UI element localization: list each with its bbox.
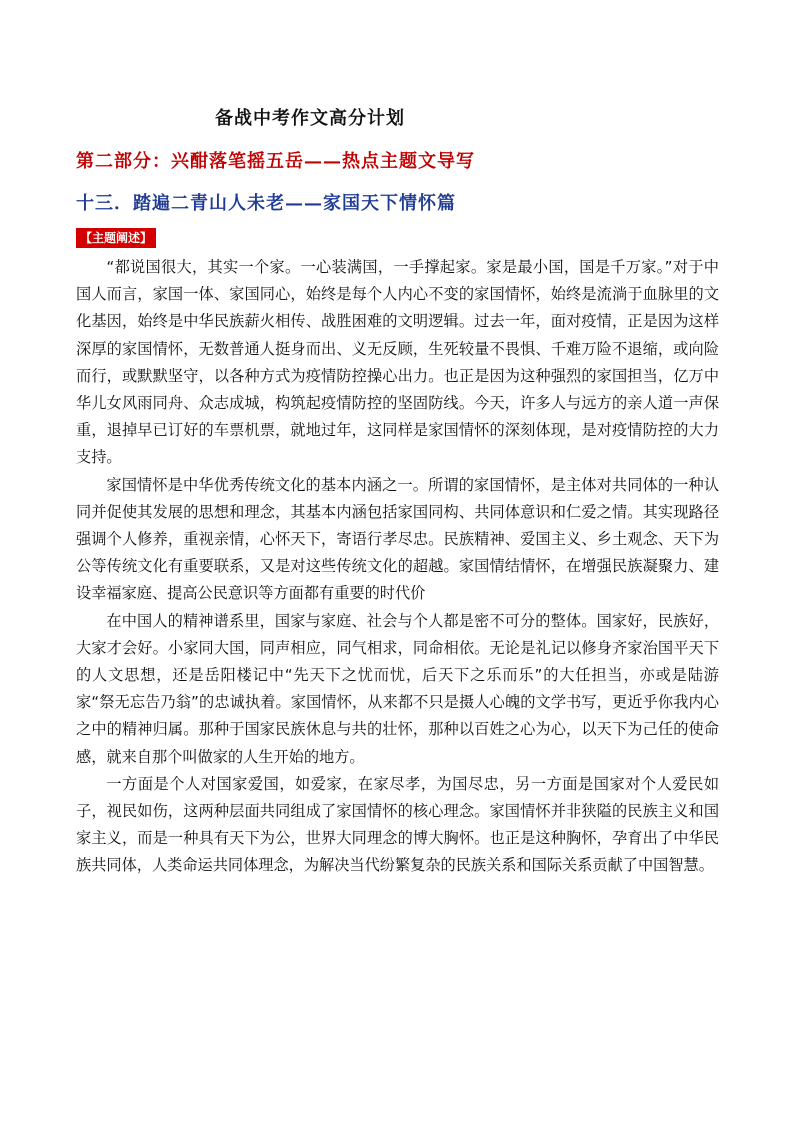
part-heading: 第二部分：兴酣落笔摇五岳——热点主题文导写 <box>76 151 475 172</box>
document-title: 备战中考作文高分计划 <box>215 108 405 129</box>
paragraph-4: 一方面是个人对国家爱国，如爱家，在家尽孝，为国尽忠，另一方面是国家对个人爱民如子，视民如伤，这两种层面共同组成了家国情怀的核心理念。家国情怀并非狭隘的民族主义和国家主义，而是一种具有天下为公，世界大同理念的博大胸怀。也正是这种胸怀，孕育出了中华民族共同体，人类命运共同体理念，为解决当代纷繁复杂的民族关系和国际关系贡献了中国智慧。 <box>76 774 719 875</box>
paragraph-2: 家国情怀是中华优秀传统文化的基本内涵之一。所谓的家国情怀，是主体对共同体的一种认同并促使其发展的思想和理念，其基本内涵包括家国同构、共同体意识和仁爱之情。其实现路径强调个人修养，重视亲情，心怀天下，寄语行孝尽忠。民族精神、爱国主义、乡土观念、天下为公等传统文化有重要联系，又是对这些传统文化的超越。家国情结情怀，在增强民族凝聚力、建设幸福家庭、提高公民意识等方面都有重要的时代价 <box>76 475 719 603</box>
paragraph-1: “都说国很大，其实一个家。一心装满国，一手撑起家。家是最小国，国是千万家。”对于中国人而言，家国一体、家国同心，始终是每个人内心不变的家国情怀，始终是流淌于血脉里的文化基因，始终是中华民族薪火相传、战胜困难的文明逻辑。过去一年，面对疫情，正是因为这样深厚的家国情怀，无数普通人挺身而出、义无反顾，生死较量不畏惧、千难万险不退缩，或向险而行，或默默坚守，以各种方式为疫情防控操心出力。也正是因为这种强烈的家国担当，亿万中华儿女风雨同舟、众志成城，构筑起疫情防控的坚固防线。今天，许多人与远方的亲人道一声保重，退掉早已订好的车票机票，就地过年，这同样是家国情怀的深刻体现，是对疫情防控的大力支持。 <box>76 258 719 467</box>
paragraph-3: 在中国人的精神谱系里，国家与家庭、社会与个人都是密不可分的整体。国家好，民族好，大家才会好。小家同大国，同声相应，同气相求，同命相依。无论是礼记以修身齐家治国平天下的人文思想，还是岳阳楼记中“先天下之忧而忧，后天下之乐而乐”的大任担当，亦或是陆游家“祭无忘告乃翁”的忠诚执着。家国情怀，从来都不只是摄人心魄的文学书写，更近乎你我内心之中的精神归属。那种于国家民族休息与共的壮怀，那种以百姓之心为心，以天下为己任的使命感，就来自那个叫做家的人生开始的地方。 <box>76 611 719 766</box>
section-heading: 十三．踏遍二青山人未老——家国天下情怀篇 <box>76 193 456 214</box>
document-body <box>76 254 719 880</box>
theme-label-badge: 【主题阐述】 <box>76 228 156 248</box>
